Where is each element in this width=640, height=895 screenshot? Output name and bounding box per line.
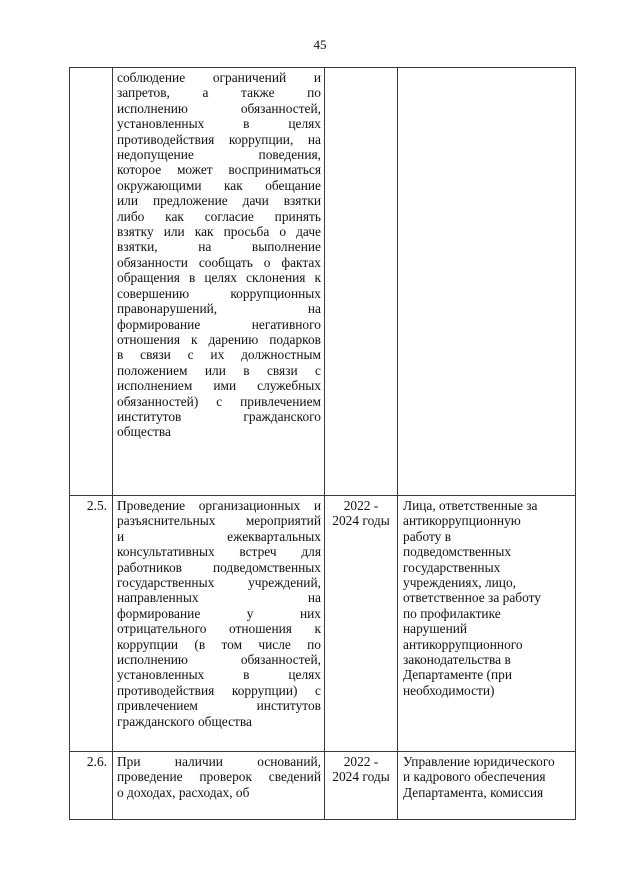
description-line: соблюдение ограничений и [117,70,321,85]
description-line: положением или в связи с [117,362,321,378]
implementation-period [325,752,398,820]
responsible-party [398,496,576,752]
description-line: обязанностей) с привлечением [117,393,321,409]
description-line: формирование негативного [117,316,321,332]
implementation-period [325,496,398,752]
description-line: противодействия коррупции) с [117,682,321,698]
description-line: При наличии оснований, [117,754,321,769]
item-number [70,68,113,496]
description-line: в связи с их должностным [117,347,321,363]
description-line: которое может восприниматься [117,162,321,178]
table-row [70,496,576,752]
responsible-line: законодательства в [403,652,511,668]
description-line: либо как согласие принять [117,208,321,224]
description-line: исполнению обязанностей, [117,652,321,668]
responsible-line: работу в [403,528,452,544]
description-line: отрицательного отношения к [117,621,321,637]
measure-description [113,752,325,820]
period-line: 2022 - [343,498,379,513]
description-line: формирование у них [117,605,321,621]
description-line: Проведение организационных и [117,498,321,513]
page-number: 45 [313,37,327,52]
responsible-line: и кадрового обеспечения [403,769,546,785]
responsible-line: нарушений [403,621,468,637]
description-line: окружающими как обещание [117,177,321,193]
description-line: противодействия коррупции, на [117,131,321,147]
description-line: общества [117,424,171,440]
description-line: работников подведомственных [117,559,321,575]
description-line: проведение проверок сведений [117,769,321,785]
description-line: запретов, а также по [117,85,321,101]
description-line: обязанности сообщать о фактах [117,254,321,270]
responsible-line: подведомственных [403,544,512,560]
description-line: правонарушений, на [117,301,321,317]
measure-description [113,68,325,496]
implementation-period [325,68,398,496]
responsible-line: государственных [403,559,501,575]
description-line: обращения в целях склонения к [117,270,321,286]
responsible-line: по профилактике [403,605,501,621]
description-line: привлечением институтов [117,698,321,714]
description-line: государственных учреждений, [117,575,321,591]
responsible-line: антикоррупционного [403,636,523,652]
item-number: 2.5. [70,496,113,752]
description-line: консультативных встреч для [117,544,321,560]
description-line: установленных в целях [117,667,321,683]
description-line: взятку или как просьба о даче [117,224,321,240]
description-line: коррупции (в том числе по [117,636,321,652]
description-line: разъяснительных мероприятий [117,513,321,529]
responsible-line: необходимости) [403,682,495,698]
measures-table [69,67,576,820]
table-row [70,752,576,820]
responsible-line: антикоррупционную [403,513,521,529]
responsible-line: Департаменте (при [403,667,513,683]
responsible-line: Управление юридического [403,754,555,769]
period-line: 2024 годы [332,769,390,785]
responsible-party [398,752,576,820]
description-line: взятки, на выполнение [117,239,321,255]
description-line: или предложение дачи взятки [117,193,321,209]
responsible-line: Департамента, комиссия [403,784,544,800]
responsible-line: ответственное за работу [403,590,541,606]
responsible-party [398,68,576,496]
description-line: направленных на [117,590,321,606]
responsible-line: учреждениях, лицо, [403,575,517,591]
description-line: о доходах, расходах, об [117,784,250,800]
description-line: недопущение поведения, [117,147,321,163]
table-row [70,68,576,496]
item-number: 2.6. [70,752,113,820]
description-line: исполнением ими служебных [117,378,321,394]
description-line: институтов гражданского [117,408,321,424]
description-line: отношения к дарению подарков [117,331,321,347]
description-line: установленных в целях [117,116,321,132]
responsible-line: Лица, ответственные за [403,498,538,513]
description-line: гражданского общества [117,713,252,729]
period-line: 2022 - [343,754,379,769]
measure-description [113,496,325,752]
description-line: совершению коррупционных [117,285,321,301]
period-line: 2024 годы [332,513,390,529]
description-line: и ежеквартальных [117,528,321,544]
description-line: исполнению обязанностей, [117,100,321,116]
